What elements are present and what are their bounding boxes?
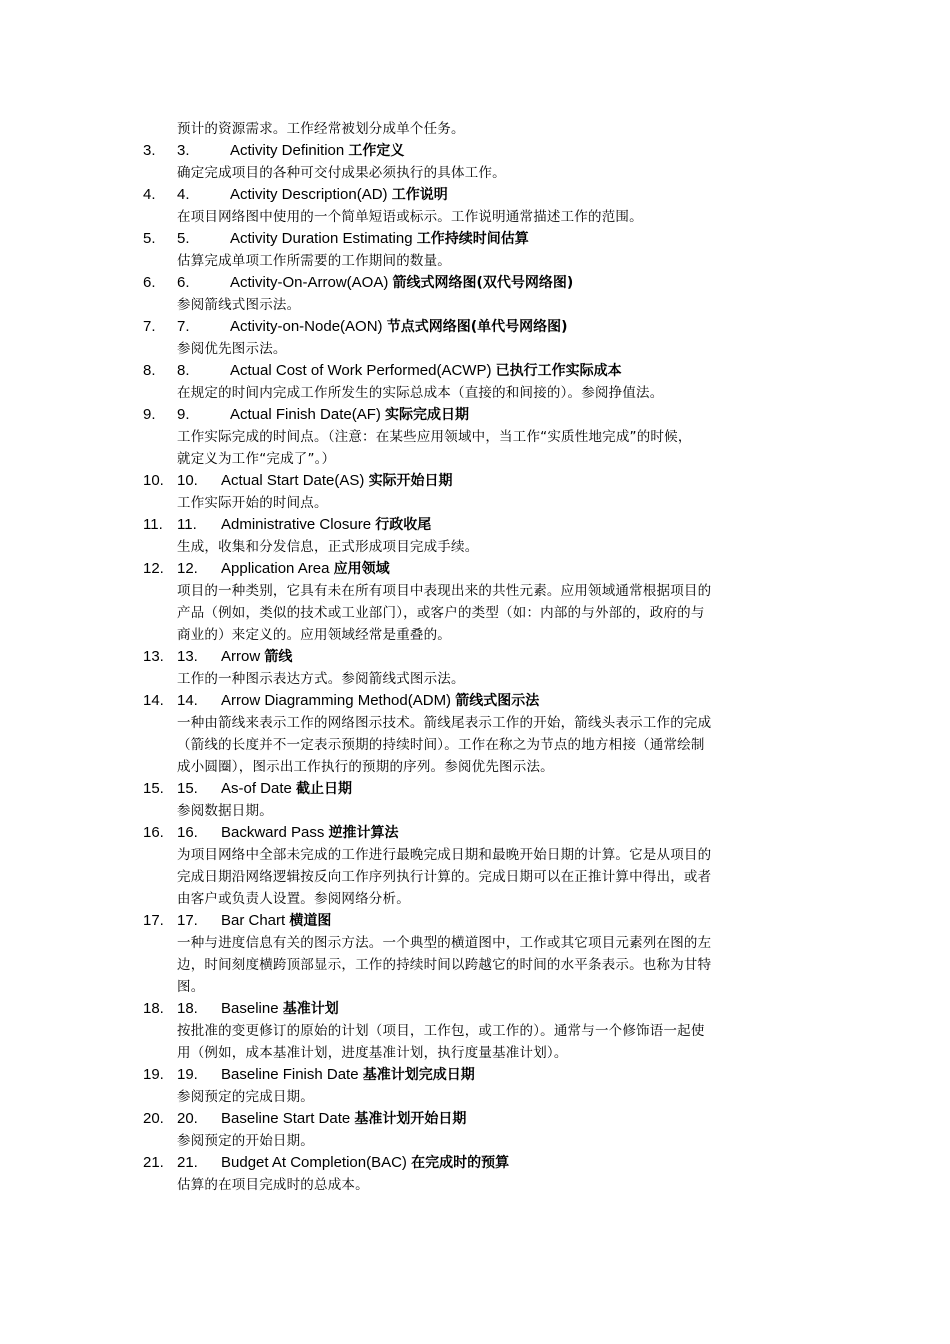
term-title: [230, 316, 568, 338]
list-number: 18.: [143, 1000, 164, 1017]
intro-text: 预计的资源需求。工作经常被划分成单个任务。: [177, 121, 465, 137]
term-title: [221, 1152, 509, 1174]
term-number: 18.: [177, 1000, 198, 1017]
term-description-line: 由客户或负责人设置。参阅网络分析。: [177, 891, 410, 907]
term-title: [230, 140, 404, 162]
term-description-line: 项目的一种类别，它具有未在所有项目中表现出来的共性元素。应用领域通常根据项目的: [177, 583, 712, 599]
term-number: 12.: [177, 560, 198, 577]
list-number: 9.: [143, 406, 156, 423]
list-number: 6.: [143, 274, 156, 291]
term-number: 11.: [177, 516, 197, 533]
term-number: 21.: [177, 1154, 198, 1171]
list-number: 11.: [143, 516, 163, 533]
term-chinese: 在完成时的预算: [411, 1155, 510, 1171]
glossary-term: [143, 558, 813, 580]
term-description-line: 一种由箭线来表示工作的网络图示技术。箭线尾表示工作的开始，箭线头表示工作的完成: [177, 715, 712, 731]
term-english: Baseline Start Date: [221, 1110, 355, 1127]
term-title: [230, 360, 622, 382]
term-description-line: 工作的一种图示表达方式。参阅箭线式图示法。: [177, 671, 465, 687]
term-description-line: （箭线的长度并不一定表示预期的持续时间）。工作在称之为节点的地方相接（通常绘制: [177, 737, 705, 753]
term-description-line: 按批准的变更修订的原始的计划（项目，工作包，或工作的）。通常与一个修饰语一起使: [177, 1023, 705, 1039]
term-title: [230, 228, 529, 250]
term-description-line: 参阅箭线式图示法。: [177, 297, 301, 313]
term-description-line: 在项目网络图中使用的一个简单短语或标示。工作说明通常描述工作的范围。: [177, 209, 643, 225]
term-english: Backward Pass: [221, 824, 329, 841]
term-number: 10.: [177, 472, 198, 489]
term-english: Actual Finish Date(AF): [230, 406, 386, 423]
term-english: Activity-On-Arrow(AOA): [230, 274, 393, 291]
term-title: [221, 1064, 475, 1086]
term-english: Activity-on-Node(AON): [230, 318, 387, 335]
term-english: Application Area: [221, 560, 334, 577]
term-chinese: 箭线式图示法: [455, 693, 540, 709]
term-description-line: 商业的）来定义的。应用领域经常是重叠的。: [177, 627, 451, 643]
term-english: Administrative Closure: [221, 516, 376, 533]
term-chinese: 实际开始日期: [368, 473, 453, 489]
term-description-line: 参阅预定的开始日期。: [177, 1133, 314, 1149]
term-chinese: 已执行工作实际成本: [495, 363, 622, 379]
term-number: 7.: [177, 318, 190, 335]
term-description-line: 产品（例如，类似的技术或工业部门），或客户的类型（如：内部的与外部的，政府的与: [177, 605, 705, 621]
glossary-term: [143, 822, 813, 844]
term-title: [221, 1108, 466, 1130]
term-chinese: 应用领域: [333, 561, 390, 577]
term-title: [221, 646, 292, 668]
list-number: 16.: [143, 824, 164, 841]
term-chinese: 基准计划开始日期: [354, 1111, 467, 1127]
term-number: 6.: [177, 274, 190, 291]
term-english: As-of Date: [221, 780, 297, 797]
term-description-line: 参阅优先图示法。: [177, 341, 287, 357]
glossary-term: [143, 228, 813, 250]
term-number: 3.: [177, 142, 190, 159]
glossary-term: [143, 646, 813, 668]
term-number: 20.: [177, 1110, 198, 1127]
glossary-term: [143, 998, 813, 1020]
term-number: 15.: [177, 780, 198, 797]
term-title: [221, 822, 399, 844]
list-number: 17.: [143, 912, 164, 929]
term-chinese: 工作说明: [391, 187, 448, 203]
glossary-list: [143, 118, 813, 1196]
term-english: Arrow: [221, 648, 265, 665]
term-title: [221, 690, 539, 712]
term-number: 16.: [177, 824, 198, 841]
glossary-term: [143, 316, 813, 338]
term-chinese: 实际完成日期: [385, 407, 470, 423]
term-description-line: 完成日期沿网络逻辑按反向工作序列执行计算的。完成日期可以在正推计算中得出，或者: [177, 869, 712, 885]
term-number: 17.: [177, 912, 198, 929]
term-title: [221, 514, 431, 536]
term-description-line: 估算的在项目完成时的总成本。: [177, 1177, 369, 1193]
term-number: 14.: [177, 692, 198, 709]
glossary-term: [143, 910, 813, 932]
glossary-term: [143, 690, 813, 712]
term-title: [221, 558, 390, 580]
list-number: 15.: [143, 780, 164, 797]
list-number: 10.: [143, 472, 164, 489]
list-number: 3.: [143, 142, 156, 159]
term-number: 13.: [177, 648, 198, 665]
term-english: Baseline Finish Date: [221, 1066, 363, 1083]
glossary-term: [143, 360, 813, 382]
term-chinese: 横道图: [289, 913, 332, 929]
term-description-line: 图。: [177, 979, 205, 995]
term-english: Actual Start Date(AS): [221, 472, 369, 489]
term-english: Bar Chart: [221, 912, 290, 929]
glossary-term: [143, 1152, 813, 1174]
term-chinese: 逆推计算法: [328, 825, 399, 841]
list-number: 5.: [143, 230, 156, 247]
glossary-term: [143, 404, 813, 426]
list-number: 4.: [143, 186, 156, 203]
list-number: 8.: [143, 362, 156, 379]
term-description-line: 参阅数据日期。: [177, 803, 273, 819]
term-description-line: 成小圆圈），图示出工作执行的预期的序列。参阅优先图示法。: [177, 759, 554, 775]
glossary-term: [143, 514, 813, 536]
glossary-term: [143, 470, 813, 492]
term-description-line: 就定义为工作“完成了”。）: [177, 451, 336, 467]
term-english: Baseline: [221, 1000, 283, 1017]
list-number: 13.: [143, 648, 164, 665]
term-chinese: 节点式网络图(单代号网络图): [386, 319, 568, 335]
term-title: [221, 998, 339, 1020]
term-title: [221, 778, 352, 800]
term-number: 4.: [177, 186, 190, 203]
term-description-line: 边，时间刻度横跨顶部显示，工作的持续时间以跨越它的时间的水平条表示。也称为甘特: [177, 957, 712, 973]
term-chinese: 工作定义: [348, 143, 405, 159]
term-english: Activity Duration Estimating: [230, 230, 417, 247]
list-number: 19.: [143, 1066, 164, 1083]
term-english: Activity Definition: [230, 142, 349, 159]
glossary-term: [143, 778, 813, 800]
list-number: 20.: [143, 1110, 164, 1127]
term-chinese: 基准计划完成日期: [362, 1067, 475, 1083]
term-description-line: 参阅预定的完成日期。: [177, 1089, 314, 1105]
term-title: [221, 910, 331, 932]
term-chinese: 行政收尾: [375, 517, 432, 533]
glossary-term: [143, 1064, 813, 1086]
term-english: Actual Cost of Work Performed(ACWP): [230, 362, 496, 379]
term-description-line: 估算完成单项工作所需要的工作期间的数量。: [177, 253, 451, 269]
term-description-line: 工作实际开始的时间点。: [177, 495, 328, 511]
term-description-line: 确定完成项目的各种可交付成果必须执行的具体工作。: [177, 165, 506, 181]
term-chinese: 截止日期: [296, 781, 353, 797]
term-description-line: 一种与进度信息有关的图示方法。一个典型的横道图中，工作或其它项目元素列在图的左: [177, 935, 712, 951]
term-chinese: 工作持续时间估算: [416, 231, 529, 247]
term-english: Activity Description(AD): [230, 186, 392, 203]
term-title: [230, 404, 469, 426]
term-description-line: 生成，收集和分发信息，正式形成项目完成手续。: [177, 539, 479, 555]
term-number: 8.: [177, 362, 190, 379]
list-number: 14.: [143, 692, 164, 709]
term-number: 5.: [177, 230, 190, 247]
list-number: 7.: [143, 318, 156, 335]
term-number: 9.: [177, 406, 190, 423]
term-title: [221, 470, 453, 492]
term-chinese: 箭线: [264, 649, 293, 665]
term-chinese: 基准计划: [282, 1001, 339, 1017]
term-english: Arrow Diagramming Method(ADM): [221, 692, 456, 709]
term-chinese: 箭线式网络图(双代号网络图): [392, 275, 574, 291]
term-description-line: 用（例如，成本基准计划，进度基准计划，执行度量基准计划）。: [177, 1045, 568, 1061]
list-number: 12.: [143, 560, 164, 577]
term-number: 19.: [177, 1066, 198, 1083]
glossary-term: [143, 140, 813, 162]
glossary-term: [143, 1108, 813, 1130]
term-description-line: 在规定的时间内完成工作所发生的实际总成本（直接的和间接的）。参阅挣值法。: [177, 385, 664, 401]
glossary-term: [143, 184, 813, 206]
term-description-line: 为项目网络中全部未完成的工作进行最晚完成日期和最晚开始日期的计算。它是从项目的: [177, 847, 712, 863]
term-title: [230, 184, 448, 206]
term-title: [230, 272, 573, 294]
term-english: Budget At Completion(BAC): [221, 1154, 412, 1171]
glossary-term: [143, 272, 813, 294]
list-number: 21.: [143, 1154, 164, 1171]
term-description-line: 工作实际完成的时间点。（注意：在某些应用领域中，当工作“实质性地完成”的时候，: [177, 429, 692, 445]
